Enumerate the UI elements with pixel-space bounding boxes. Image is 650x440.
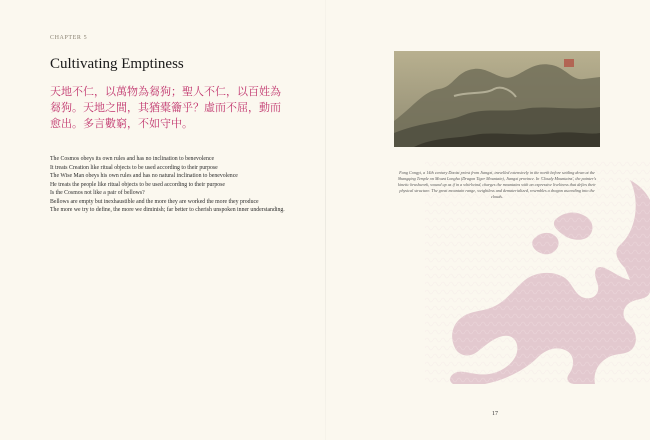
verse-line: It treats Creation like ritual objects to be used according to their purpose bbox=[50, 164, 218, 171]
chinese-verse: 天地不仁，以萬物為芻狗；聖人不仁，以百姓為芻狗。天地之間，其猶橐籥乎？虛而不屈，動而愈出。多言數窮，不如守中。 bbox=[50, 85, 281, 130]
verse-line: Bellows are empty but inexhaustible and the more they are worked the more they produce bbox=[50, 198, 259, 205]
verse-line: The Wise Man obeys his own rules and has no natural inclination to benevolence bbox=[50, 173, 238, 179]
page-number: 17 bbox=[492, 411, 498, 417]
chapter-title: Cultivating Emptiness bbox=[50, 56, 184, 72]
verse-list bbox=[50, 155, 295, 215]
right-page bbox=[325, 0, 650, 440]
landscape-painting-icon bbox=[394, 51, 600, 147]
chapter-label: CHAPTER 5 bbox=[50, 35, 88, 41]
painting-caption: Fang Congyi, a 14th century Daoist priest from Jiangxi, travelled extensively in the north before settling down at the Shangqing Temple on Mount Longhu (Dragon Tiger Mountain), Jiangxi province. In 'Cloudy Mountains', the painter's kinetic brushwork, wound up as if in a whirlwind, charges the mountains with an expressive liveliness that defies their physical structure. The great mountain range, weightless and dematerialized, resembles a dragon ascending into the clouds. bbox=[397, 170, 597, 199]
verse-line: He treats the people like ritual objects to be used according to their purpose bbox=[50, 181, 225, 188]
verse-line: The Cosmos obeys its own rules and has no inclination to benevolence bbox=[50, 156, 215, 162]
verse-line: The more we try to define, the more we diminish; far better to cherish unspoken inner understanding. bbox=[50, 207, 285, 213]
verse-line: Is the Cosmos not like a pair of bellows? bbox=[50, 190, 145, 196]
